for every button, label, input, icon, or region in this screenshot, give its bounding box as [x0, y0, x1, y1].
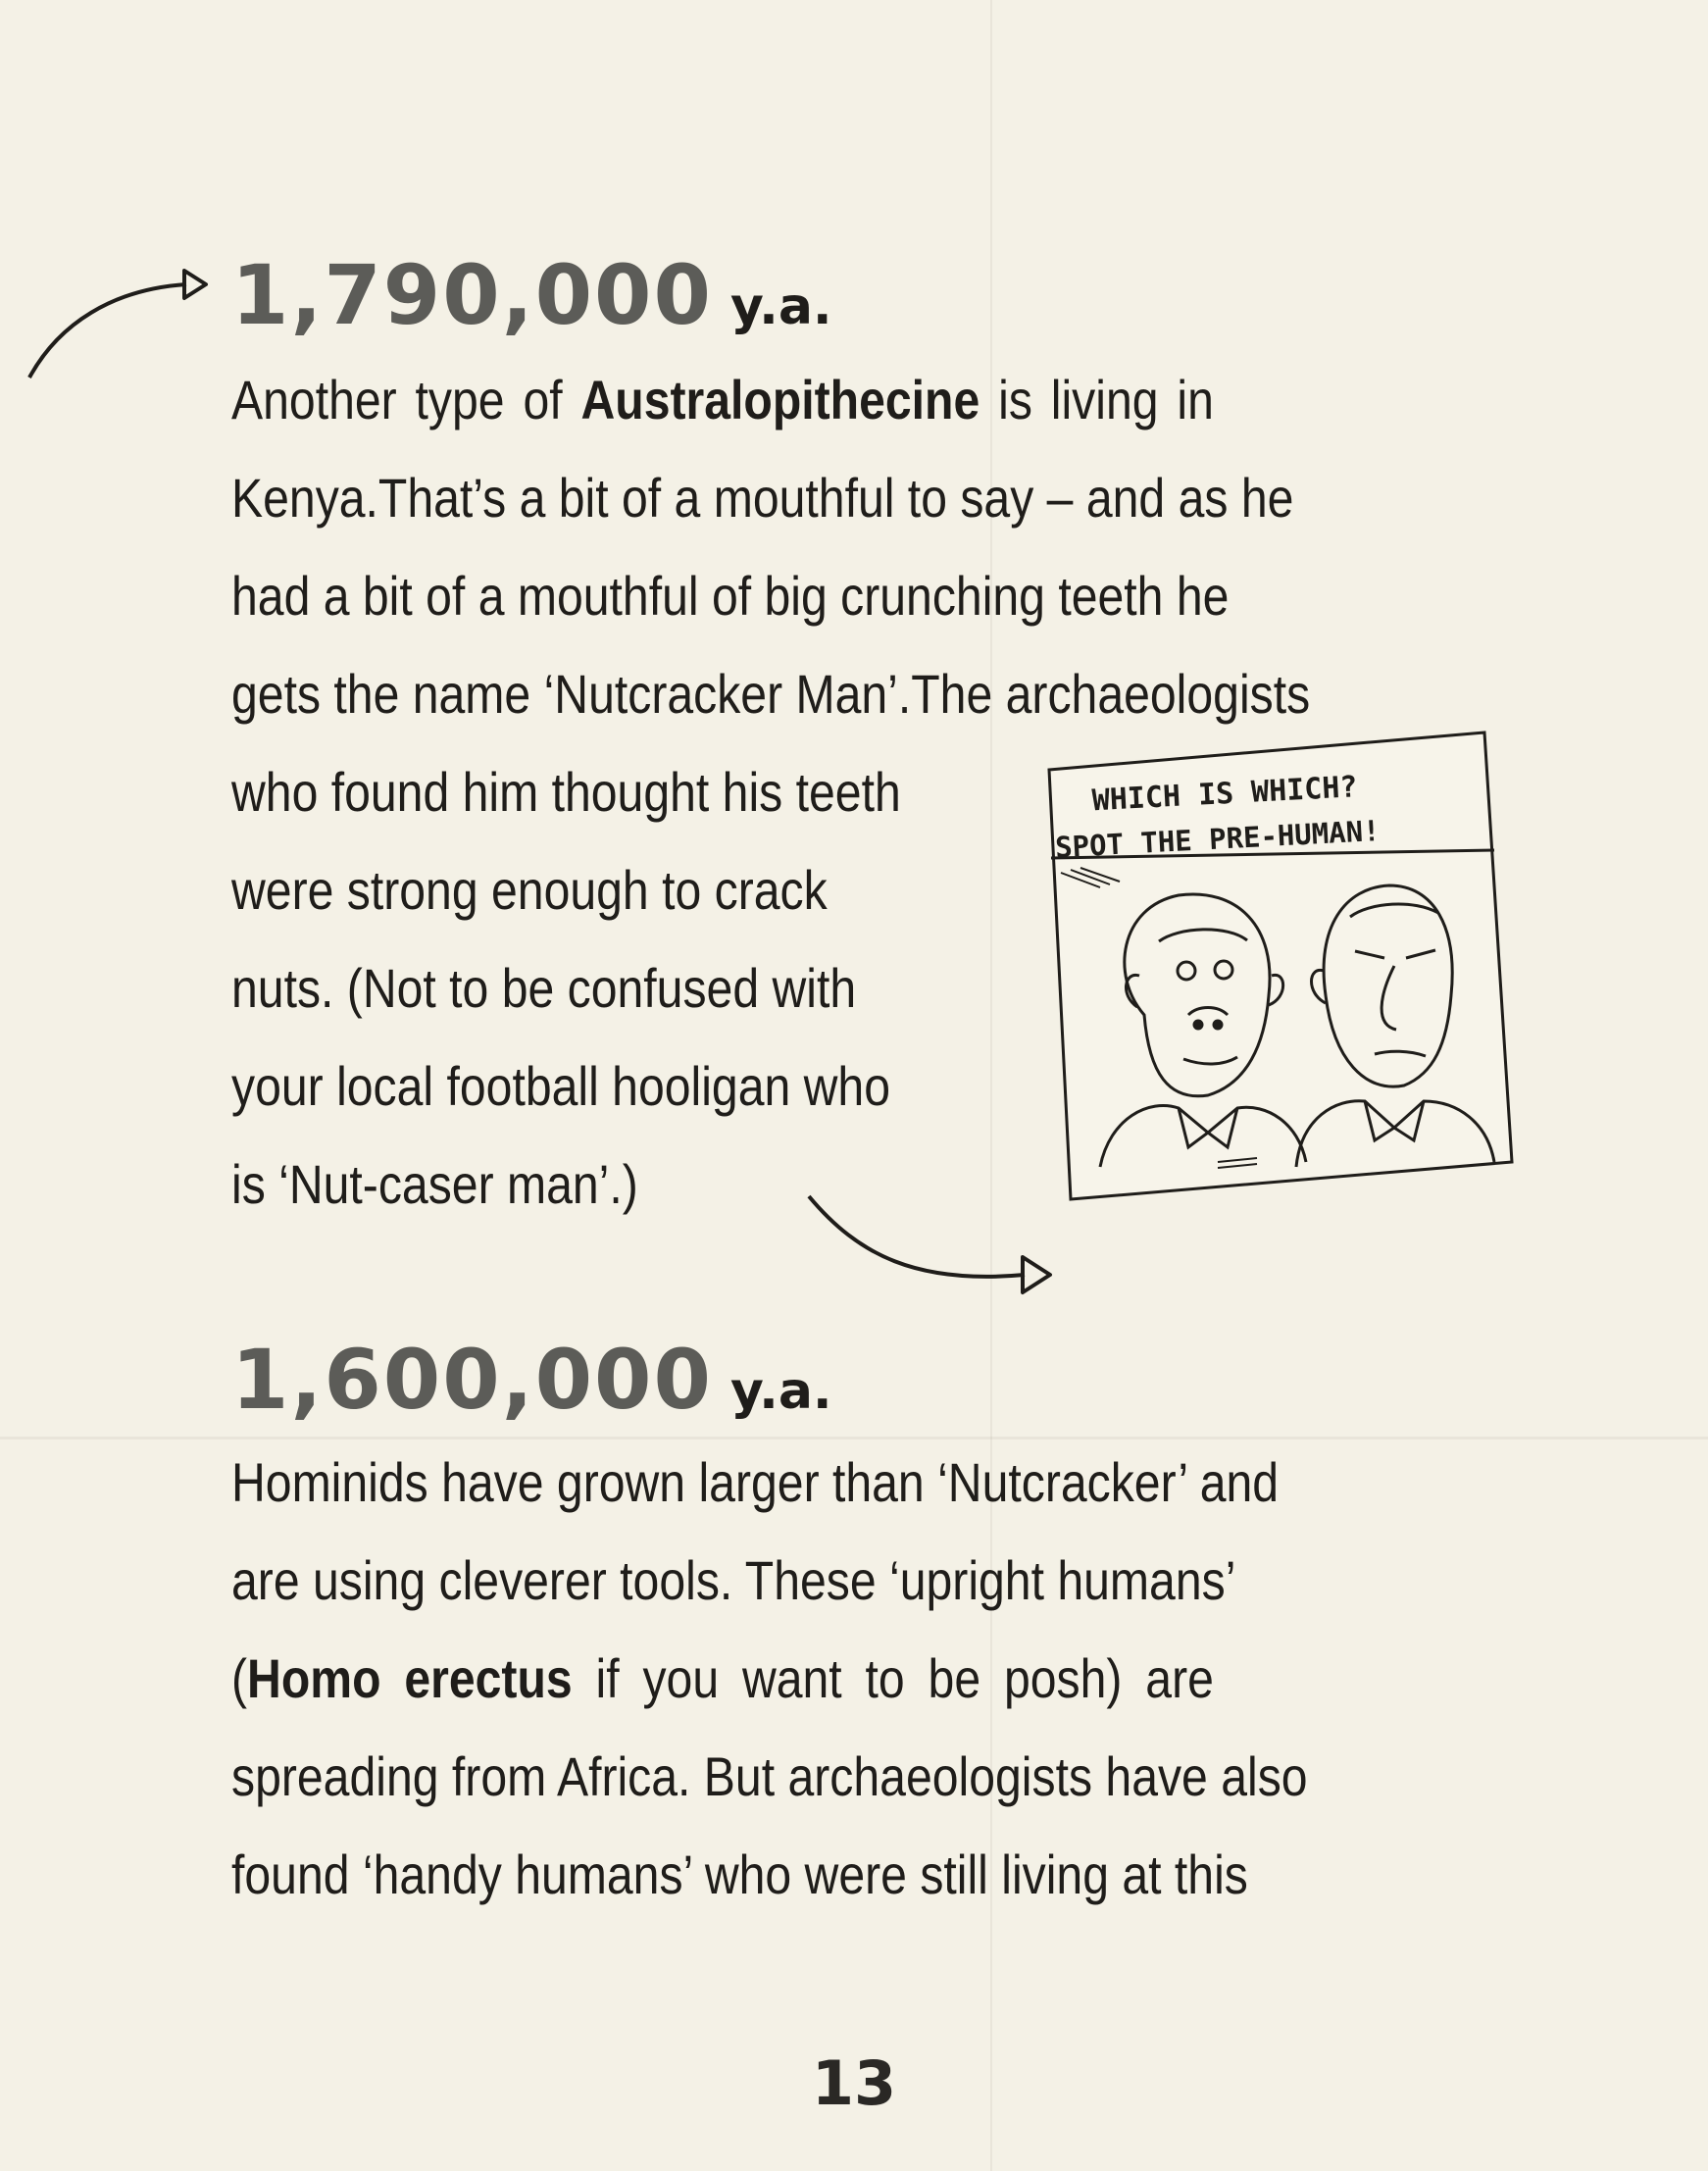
heading-unit: y.a.	[729, 278, 832, 336]
text-line: Kenya.That’s a bit of a mouthful to say – and as he	[231, 467, 1294, 529]
heading-number: 1,790,000	[231, 247, 713, 343]
text-line: Another type of Australopithecine is living in	[231, 369, 1214, 430]
heading-unit: y.a.	[729, 1362, 832, 1421]
text-line: your local football hooligan who	[231, 1055, 891, 1117]
paragraph-nutcracker-continued	[231, 743, 901, 1234]
text-line: is ‘Nut-caser man’.)	[231, 1153, 638, 1215]
text-line: gets the name ‘Nutcracker Man’.The archaeologists	[231, 663, 1311, 725]
curved-arrow-icon	[20, 245, 216, 382]
cartoon-illustration	[1041, 731, 1514, 1203]
text-line: (Homo erectus if you want to be posh) are	[231, 1647, 1214, 1709]
heading-1600000	[231, 1332, 832, 1428]
heading-1790000	[231, 247, 832, 343]
text-line: who found him thought his teeth	[231, 761, 901, 823]
cartoon-caption-line2: SPOT THE PRE-HUMAN!	[1054, 813, 1381, 865]
term-homo-erectus: Homo erectus	[247, 1647, 573, 1709]
text-line: were strong enough to crack	[231, 859, 828, 921]
term-australopithecine: Australopithecine	[580, 369, 980, 430]
curved-arrow-icon	[799, 1177, 1074, 1304]
text-line: Hominids have grown larger than ‘Nutcracker’ and	[231, 1451, 1280, 1513]
text-line: found ‘handy humans’ who were still living at this	[231, 1843, 1248, 1905]
text-line: are using cleverer tools. These ‘upright humans’	[231, 1549, 1236, 1611]
heading-number: 1,600,000	[231, 1332, 713, 1428]
text-line: had a bit of a mouthful of big crunching teeth he	[231, 565, 1230, 627]
cartoon-caption-line1: WHICH IS WHICH?	[1090, 770, 1359, 819]
paragraph-homo-erectus	[231, 1434, 1308, 1924]
text-line: spreading from Africa. But archaeologists have also	[231, 1745, 1308, 1807]
paragraph-nutcracker	[231, 351, 1311, 743]
text-line: nuts. (Not to be confused with	[231, 957, 857, 1019]
page-number: 13	[811, 2047, 897, 2119]
